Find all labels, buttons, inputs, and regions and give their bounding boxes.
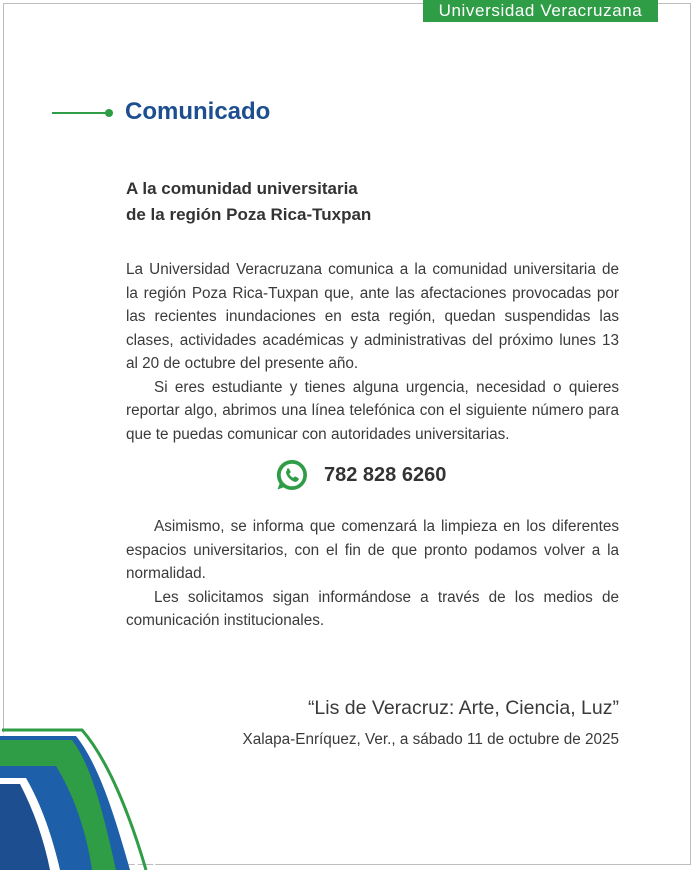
corner-decoration [0,726,170,870]
body-text-top [126,258,619,446]
brand-tab: Universidad Veracruzana [423,0,658,22]
phone-number: 782 828 6260 [324,464,447,486]
paragraph: Si eres estudiante y tienes alguna urgencia, necesidad o quieres reportar algo, abrimos una línea telefónica con el siguiente número para que te puedas comunicar con autoridades universitarias. [126,378,619,443]
paragraph: Les solicitamos sigan informándose a través de los medios de comunicación institucionales. [126,588,619,629]
whatsapp-icon [274,457,310,493]
heading-line-decoration [52,112,107,114]
place-and-date: Xalapa-Enríquez, Ver., a sábado 11 de octubre de 2025 [242,731,619,748]
recipient-block [126,176,596,228]
paragraph: La Universidad Veracruzana comunica a la comunidad universitaria de la región Poza Rica-Tuxpan que, ante las afectaciones provocadas por las recientes inundaciones en esta región, quedan suspendidas las clases, actividades académicas y administrativas del próximo lunes 13 al 20 de octubre del presente año. [126,261,619,372]
recipient-line: de la región Poza Rica-Tuxpan [126,205,372,224]
page-title: Comunicado [125,98,271,125]
body-text-bottom [126,515,619,633]
recipient-line: A la comunidad universitaria [126,179,358,198]
paragraph: Asimismo, se informa que comenzará la limpieza en los diferentes espacios universitarios, con el fin de que pronto podamos volver a la normalidad. [126,518,619,582]
heading-dot-decoration [105,109,113,117]
university-motto: “Lis de Veracruz: Arte, Ciencia, Luz” [307,697,619,719]
